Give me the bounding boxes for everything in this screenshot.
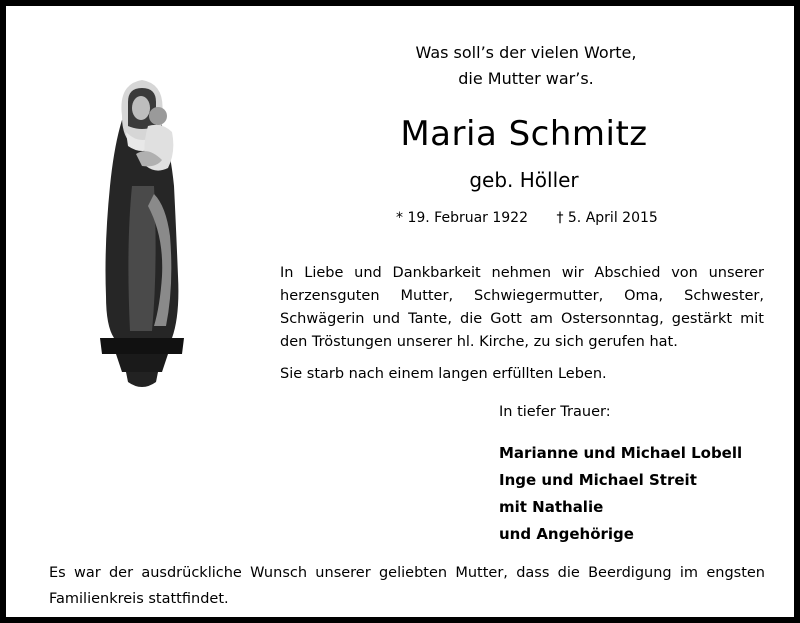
mourner-line: Inge und Michael Streit — [499, 471, 697, 489]
death-date: † 5. April 2015 — [556, 210, 658, 226]
deceased-name: Maria Schmitz — [400, 114, 648, 154]
life-paragraph: Sie starb nach einem langen erfüllten Leben. — [280, 366, 607, 382]
mourner-line: Marianne und Michael Lobell — [499, 444, 743, 462]
mourner-line: mit Nathalie — [499, 498, 604, 516]
birth-date: * 19. Februar 1922 — [396, 210, 528, 226]
quote-line: Was soll’s der vielen Worte, — [415, 43, 637, 62]
funeral-wish-text: Es war der ausdrückliche Wunsch unserer geliebten Mutter, dass die Beerdigung im engsten Familienkreis stattfindet. — [49, 565, 765, 607]
mourners-list — [499, 440, 742, 548]
madonna-statue-icon — [92, 76, 192, 396]
quote — [336, 40, 716, 92]
farewell-paragraph: In Liebe und Dankbarkeit nehmen wir Abschied von unserer herzensguten Mutter, Schwiegermutter, Oma, Schwester, Schwägerin und Tante, die Gott am Ostersonntag, gestärkt mit den Tröstungen unserer hl. Kirche, zu sich gerufen hat. — [280, 265, 764, 350]
quote-line: die Mutter war’s. — [458, 69, 594, 88]
mourning-intro: In tiefer Trauer: — [499, 404, 611, 420]
life-dates — [396, 210, 696, 226]
maiden-name: geb. Höller — [469, 168, 579, 192]
mourner-line: und Angehörige — [499, 525, 634, 543]
